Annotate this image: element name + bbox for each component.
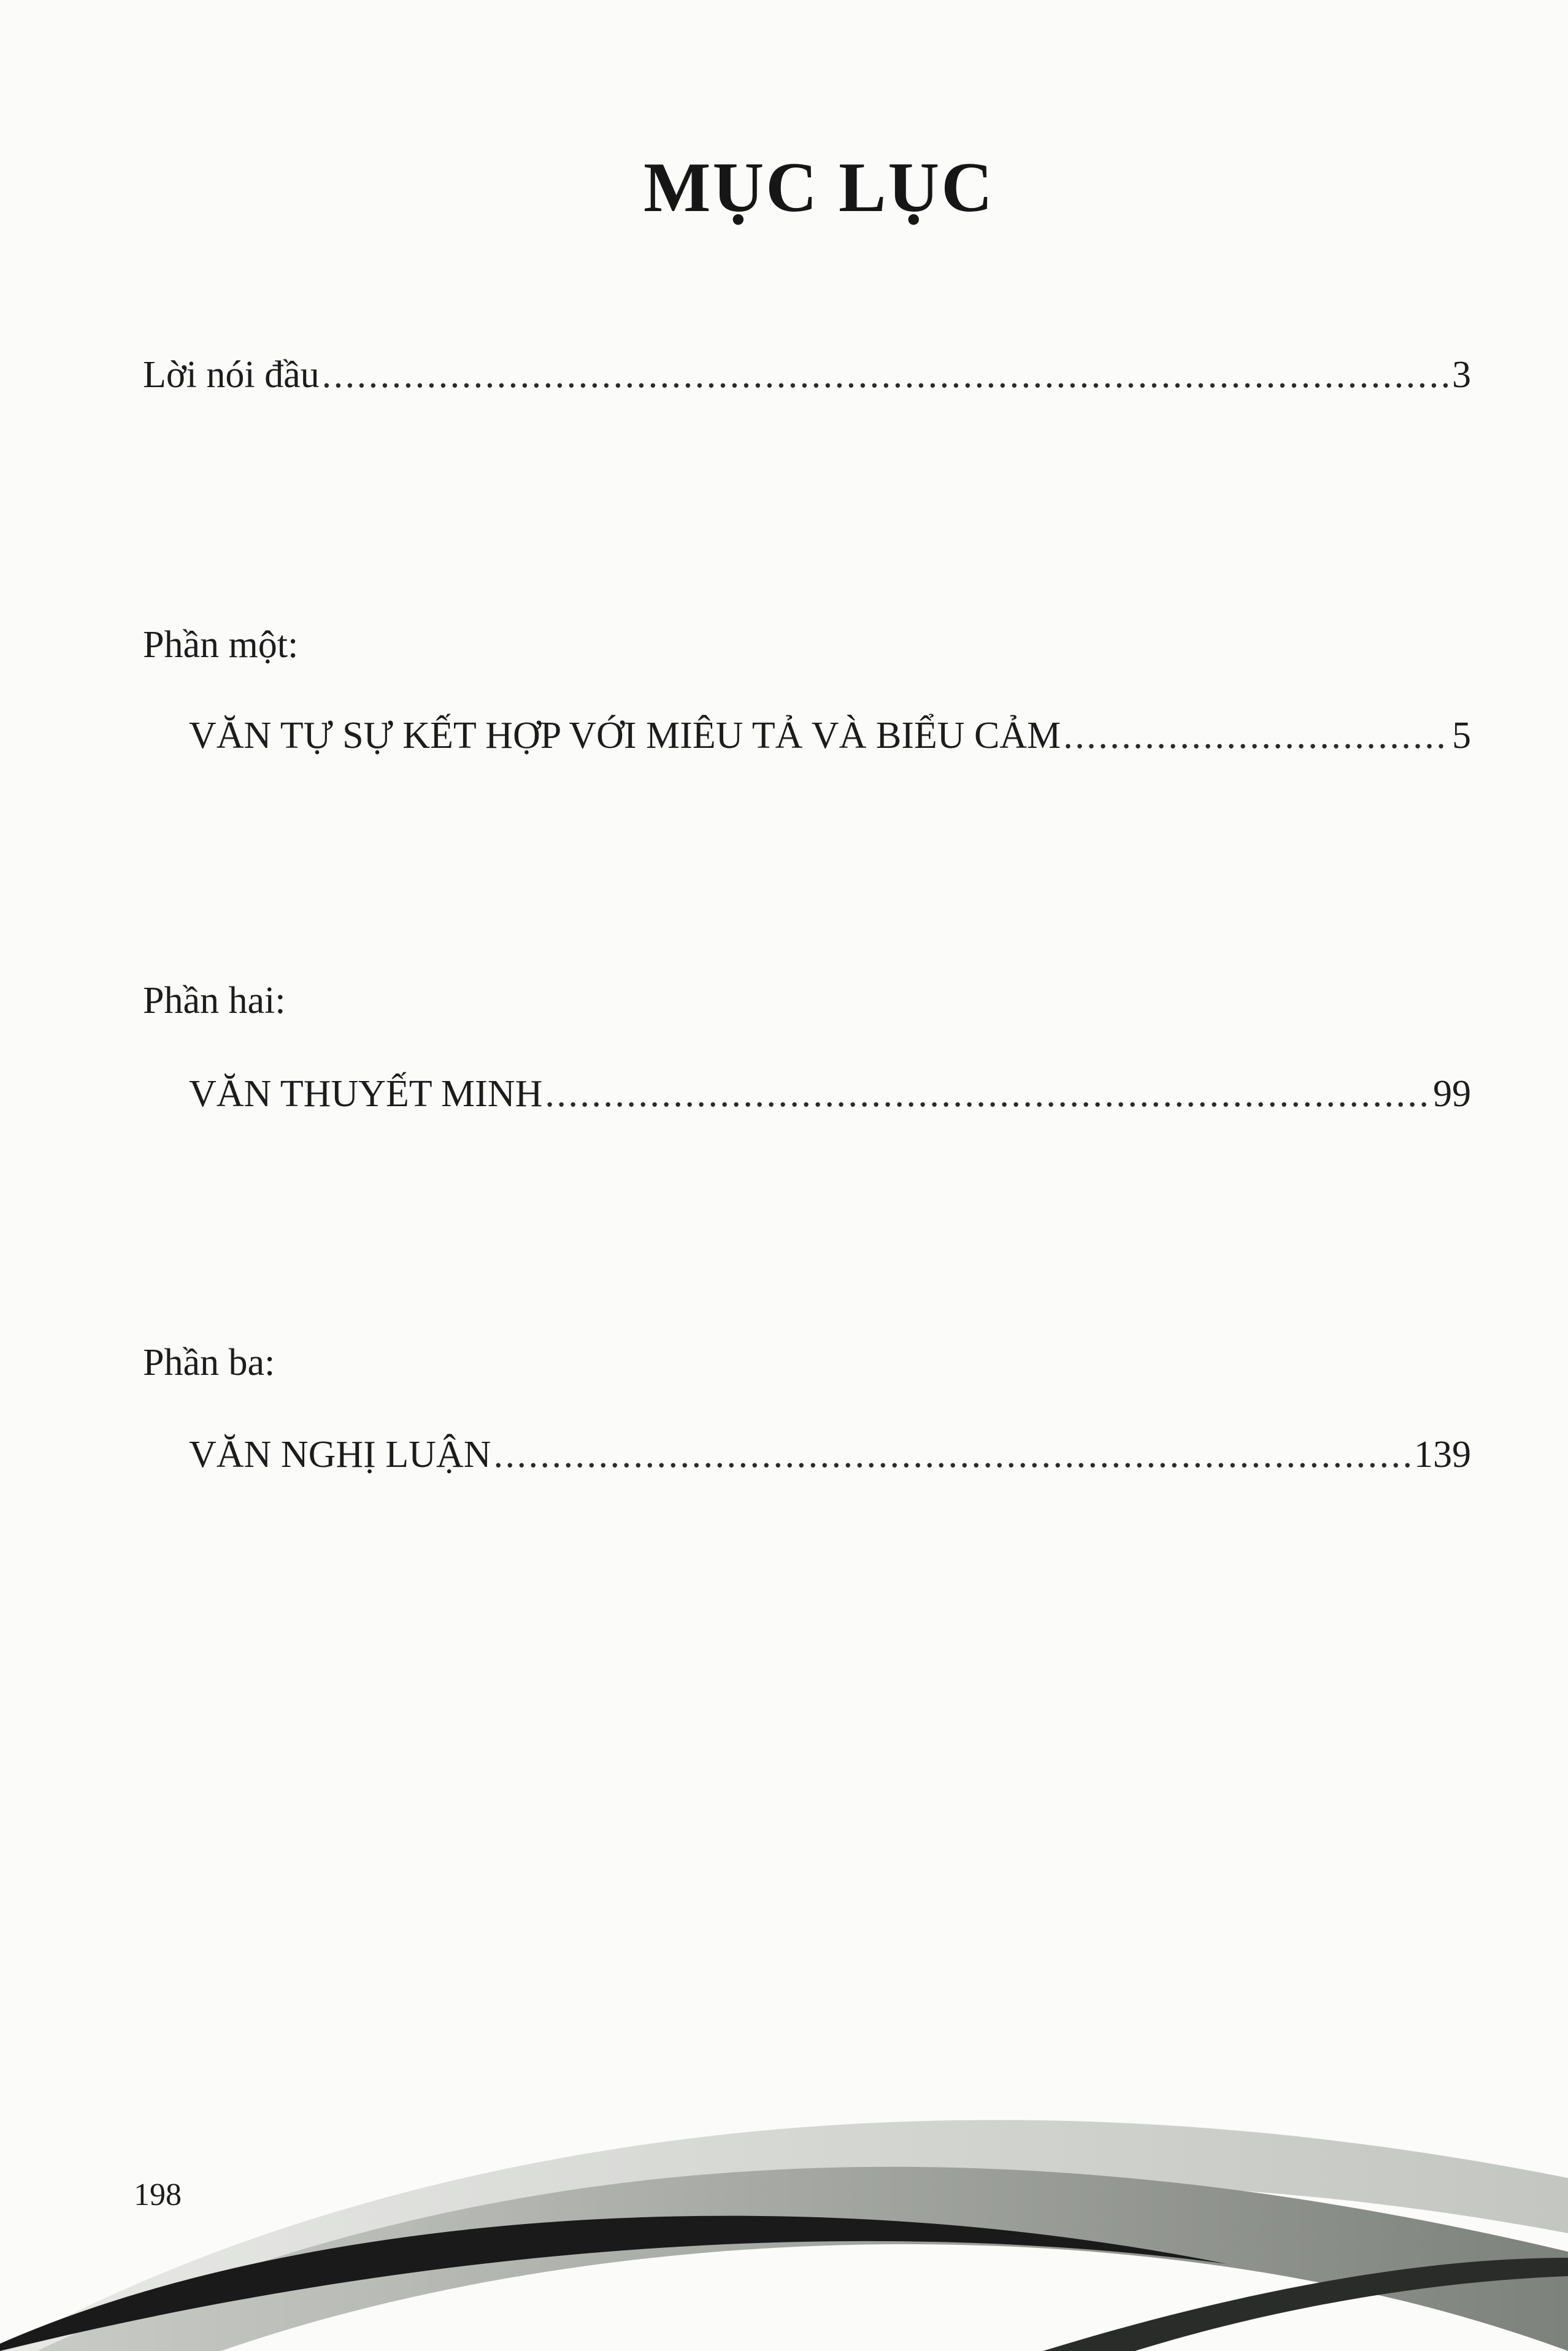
toc-entry-part-1[interactable]	[189, 717, 1471, 755]
toc-leader-dots	[1063, 717, 1450, 755]
toc-entry-page: 5	[1452, 715, 1471, 756]
part-label-1: Phần một:	[143, 624, 299, 666]
toc-entry-page: 139	[1414, 1434, 1471, 1476]
page-title: MỤC LỤC	[644, 148, 994, 227]
toc-leader-dots	[322, 356, 1450, 394]
toc-entry-label: VĂN NGHỊ LUẬN	[189, 1434, 491, 1476]
part-label-2: Phần hai:	[143, 980, 286, 1022]
toc-entry-part-3[interactable]	[189, 1436, 1471, 1474]
toc-leader-dots	[494, 1436, 1412, 1474]
toc-entry-label: VĂN THUYẾT MINH	[189, 1073, 543, 1115]
toc-entry-page: 99	[1433, 1073, 1471, 1115]
part-label-3: Phần ba:	[143, 1342, 275, 1383]
toc-entry-label: Lời nói đầu	[143, 354, 320, 396]
page-number: 198	[134, 2177, 182, 2212]
toc-leader-dots	[545, 1075, 1431, 1113]
toc-entry-page: 3	[1452, 354, 1471, 396]
decorative-wave-graphic	[0, 2074, 1568, 2351]
toc-entry-part-2[interactable]	[189, 1075, 1471, 1113]
toc-entry-preface[interactable]	[143, 356, 1471, 394]
toc-entry-label: VĂN TỰ SỰ KẾT HỢP VỚI MIÊU TẢ VÀ BIỂU CẢM	[189, 715, 1061, 756]
